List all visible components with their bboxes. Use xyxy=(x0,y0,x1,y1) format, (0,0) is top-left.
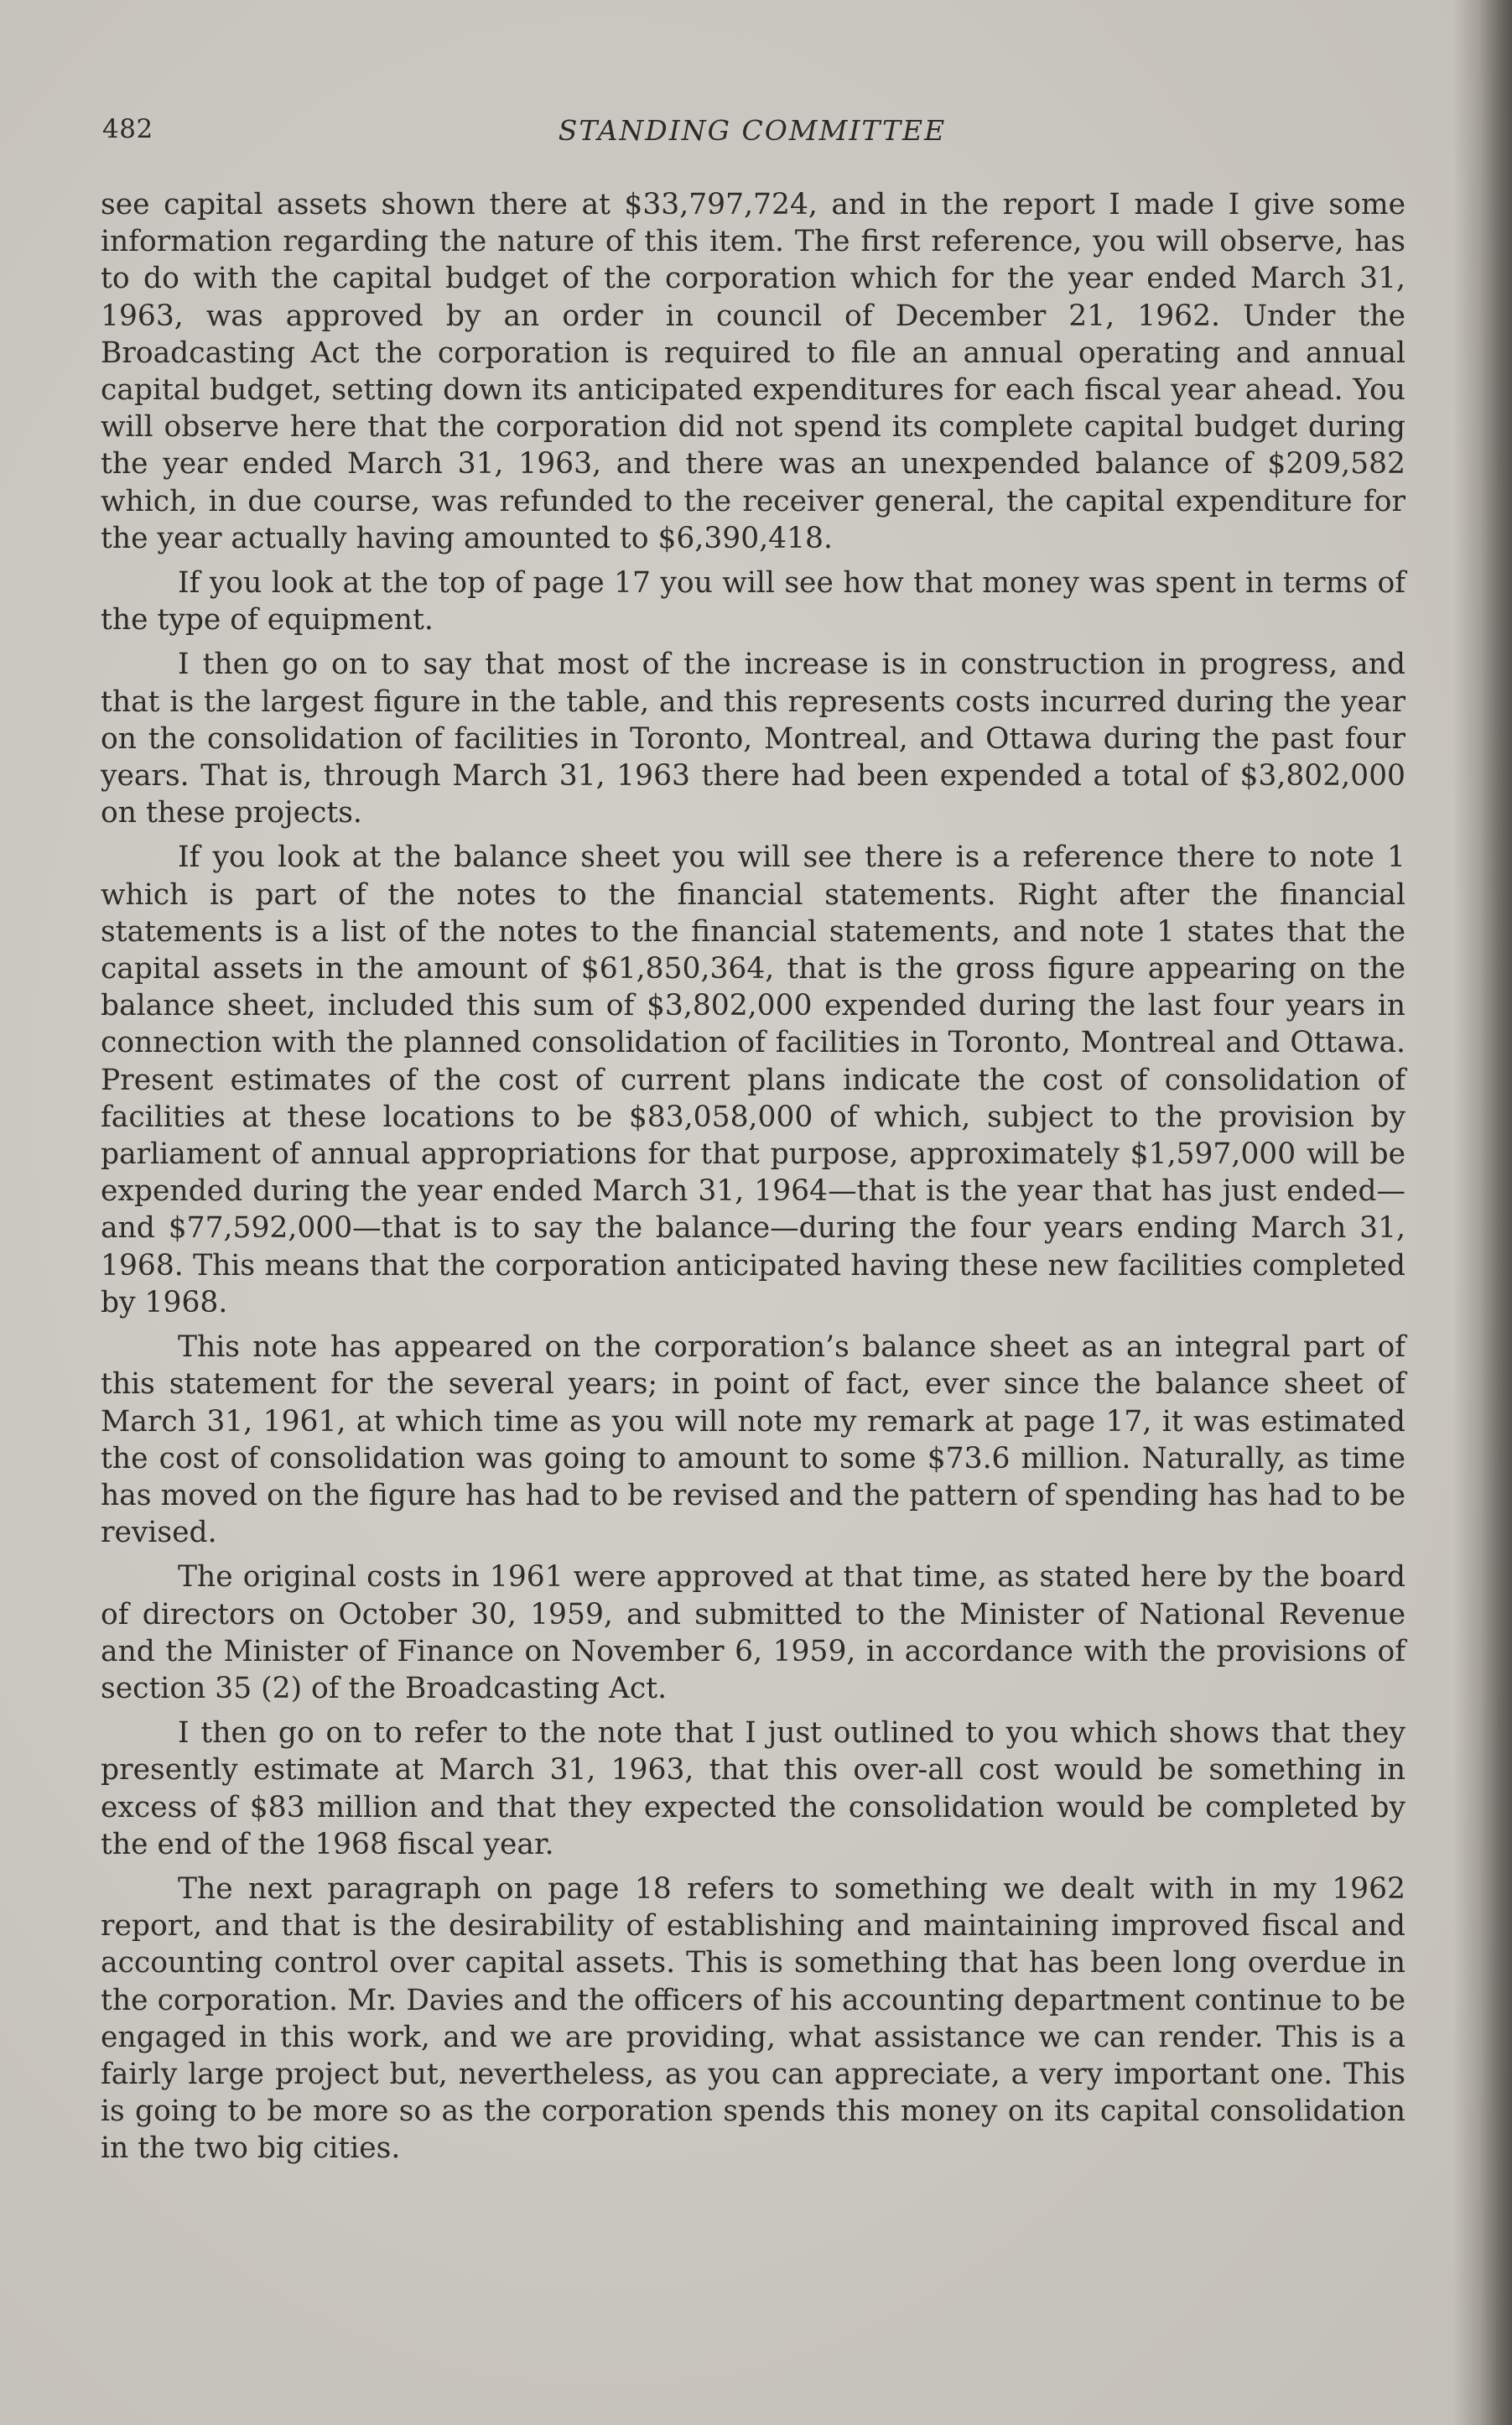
page-header xyxy=(102,114,1402,151)
body-text xyxy=(101,186,1405,2175)
paragraph: see capital assets shown there at $33,797,724, and in the report I made I give some information regarding the nature of this item. The first reference, you will observe, has to do with the capital budget of the corporation which for the year ended March 31, 1963, was approved by an order in council of December 21, 1962. Under the Broadcasting Act the corporation is required to file an annual operating and annual capital budget, setting down its anticipated expenditures for each fiscal year ahead. You will observe here that the corporation did not spend its complete capital budget during the year ended March 31, 1963, and there was an unexpended balance of $209,582 which, in due course, was refunded to the receiver general, the capital expenditure for the year actually having amounted to $6,390,418. xyxy=(101,188,1405,555)
paragraph: This note has appeared on the corporation’s balance sheet as an integral part of this statement for the several years; in point of fact, ever since the balance sheet of March 31, 1961, at which time as you will note my remark at page 17, it was estimated the cost of consolidation was going to amount to some $73.6 million. Naturally, as time has moved on the figure has had to be revised and the pattern of spending has had to be revised. xyxy=(101,1330,1405,1550)
paragraph: The next paragraph on page 18 refers to something we dealt with in my 1962 report, and that is the desirability of establishing and maintaining improved fiscal and accounting control over capital assets. This is something that has been long overdue in the corporation. Mr. Davies and the officers of his accounting department continue to be engaged in this work, and we are providing, what assistance we can render. This is a fairly large project but, nevertheless, as you can appreciate, a very important one. This is going to be more so as the corporation spends this money on its capital consolidation in the two big cities. xyxy=(101,1871,1405,2166)
paragraph: If you look at the balance sheet you will see there is a reference there to note 1 which is part of the notes to the financial statements. Right after the financial statements is a list of the notes to the financial statements, and note 1 states that the capital assets in the amount of $61,850,364, that is the gross figure appearing on the balance sheet, included this sum of $3,802,000 expended during the last four years in connection with the planned consolidation of facilities in Toronto, Montreal and Ottawa. Present estimates of the cost of current plans indicate the cost of consolidation of facilities at these locations to be $83,058,000 of which, subject to the provision by parliament of annual appropriations for that purpose, approximately $1,597,000 will be expended during the year ended March 31, 1964—that is the year that has just ended—and $77,592,000—that is to say the balance—during the four years ending March 31, 1968. This means that the corporation anticipated having these new facilities completed by 1968. xyxy=(101,840,1405,1319)
paragraph: If you look at the top of page 17 you will see how that money was spent in terms of the type of equipment. xyxy=(101,566,1405,637)
page-number: 482 xyxy=(102,114,153,144)
paragraph: I then go on to refer to the note that I just outlined to you which shows that they presently estimate at March 31, 1963, that this over-all cost would be something in excess of $83 million and that they expected the consolidation would be completed by the end of the 1968 fiscal year. xyxy=(101,1716,1405,1861)
binding-shadow xyxy=(1453,0,1512,2425)
running-head: STANDING COMMITTEE xyxy=(558,114,947,147)
paragraph: The original costs in 1961 were approved at that time, as stated here by the board of directors on October 30, 1959, and submitted to the Minister of National Revenue and the Minister of Finance on November 6, 1959, in accordance with the provisions of section 35 (2) of the Broadcasting Act. xyxy=(101,1560,1405,1705)
paragraph: I then go on to say that most of the increase is in construction in progress, and that is the largest figure in the table, and this represents costs incurred during the year on the consolidation of facilities in Toronto, Montreal, and Ottawa during the past four years. That is, through March 31, 1963 there had been expended a total of $3,802,000 on these projects. xyxy=(101,648,1405,830)
